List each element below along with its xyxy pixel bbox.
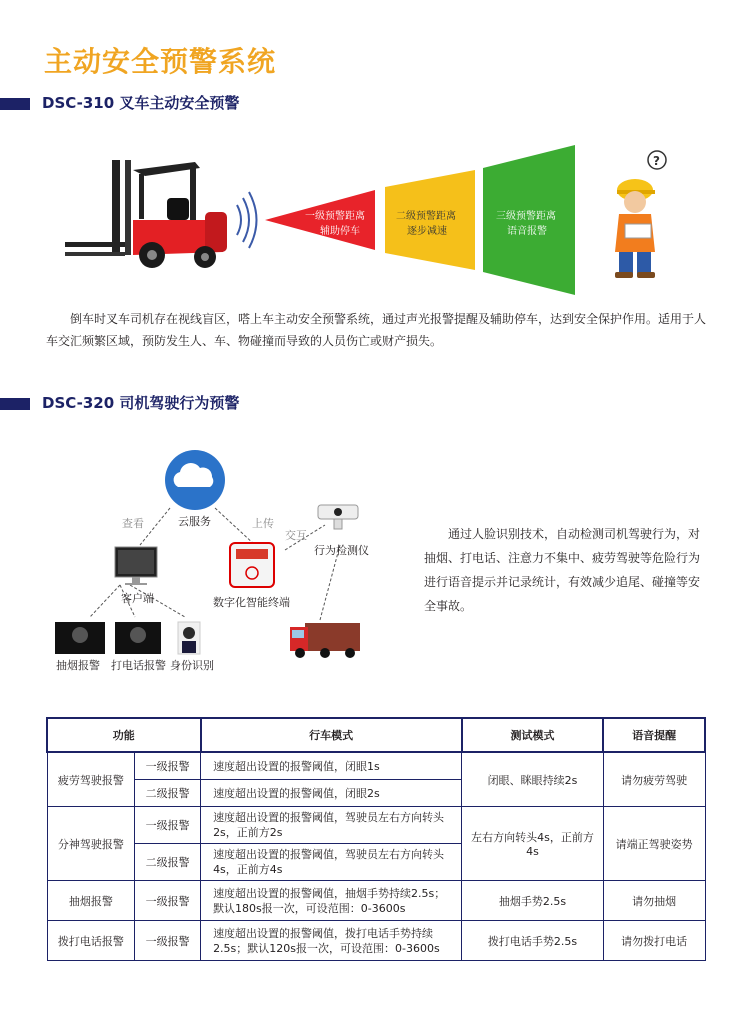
distract-test: 左右方向转头4s，正前方4s [462, 807, 604, 881]
client-label: 客户端 [121, 592, 154, 605]
cloud-service-label: 云服务 [178, 515, 211, 528]
header-test-mode: 测试模式 [462, 718, 604, 752]
fatigue-level1-mode: 速度超出设置的报警阈值，闭眼1s [201, 752, 462, 780]
zone2-action: 逐步减速 [407, 226, 447, 237]
distract-level2: 二级报警 [135, 844, 201, 881]
distract-voice: 请端正驾驶姿势 [603, 807, 705, 881]
zone2-label: 二级预警距离 [396, 211, 456, 222]
terminal-icon [230, 543, 274, 587]
smoke-name: 抽烟报警 [47, 881, 135, 921]
alarm-spec-table [46, 717, 706, 961]
forklift-icon [65, 160, 227, 268]
section2-description: 通过人脸识别技术，自动检测司机驾驶行为，对抽烟、打电话、注意力不集中、疲劳驾驶等危险行为进行语音提示并记录统计，有效减少追尾、碰撞等安全事故。 [424, 527, 701, 613]
section2-title: DSC-320 司机驾驶行为预警 [42, 394, 240, 412]
identity-label: 身份识别 [170, 659, 214, 672]
worker-icon [615, 151, 666, 278]
fatigue-level2-mode: 速度超出设置的报警阈值，闭眼2s [201, 780, 462, 807]
fatigue-name: 疲劳驾驶报警 [47, 752, 135, 807]
distract-level1: 一级报警 [135, 807, 201, 844]
header-voice: 语音提醒 [603, 718, 705, 752]
fatigue-level1: 一级报警 [135, 752, 201, 780]
smoke-level1-mode: 速度超出设置的报警阈值，抽烟手势持续2.5s；默认180s报一次，可设范围：0-3600s [201, 881, 462, 921]
view-label: 查看 [122, 517, 144, 530]
section1-title: DSC-310 叉车主动安全预警 [42, 94, 240, 112]
zone3-action: 语音报警 [507, 226, 547, 237]
upload-label: 上传 [252, 517, 274, 530]
zone1-label: 一级预警距离 [305, 211, 365, 222]
call-level1-mode: 速度超出设置的报警阈值，拨打电话手势持续2.5s；默认120s报一次，可设范围：0-3600s [201, 921, 462, 961]
smoke-level1: 一级报警 [135, 881, 201, 921]
call-test: 拨打电话手势2.5s [462, 921, 604, 961]
call-level1: 一级报警 [135, 921, 201, 961]
fatigue-voice: 请勿疲劳驾驶 [603, 752, 705, 807]
phone-label: 打电话报警 [111, 659, 166, 672]
distract-level2-mode: 速度超出设置的报警阈值，驾驶员左右方向转头4s，正前方4s [201, 844, 462, 881]
forklift-warning-illustration [55, 140, 695, 300]
section1-description: 倒车时叉车司机存在视线盲区，嗒上车主动安全预警系统，通过声光报警提醒及辅助停车，达到安全保护作用。适用于人车交汇频繁区域，预防发生人、车、物碰撞而导致的人员伤亡或财产损失。 [46, 312, 707, 348]
truck-icon [290, 623, 360, 658]
distract-name: 分神驾驶报警 [47, 807, 135, 881]
zone1-action: 辅助停车 [320, 226, 360, 237]
fatigue-test: 闭眼、眯眼持续2s [462, 752, 604, 807]
section-marker [0, 398, 30, 410]
zone3-label: 三级预警距离 [496, 211, 556, 222]
page-title: 主动安全预警系统 [44, 45, 277, 78]
svg-text:?: ? [653, 154, 660, 168]
smoking-label: 抽烟报警 [56, 659, 100, 672]
signal-waves-icon [237, 192, 257, 248]
header-function: 功能 [47, 718, 201, 752]
smoke-voice: 请勿抽烟 [603, 881, 705, 921]
distract-level1-mode: 速度超出设置的报警阈值，驾驶员左右方向转头2s，正前方2s [201, 807, 462, 844]
monitor-icon [115, 547, 157, 585]
behavior-monitoring-diagram [50, 445, 390, 675]
interact-label: 交互 [285, 529, 307, 542]
terminal-label: 数字化智能终端 [213, 596, 290, 609]
header-drive-mode: 行车模式 [201, 718, 462, 752]
fatigue-level2: 二级报警 [135, 780, 201, 807]
section-marker [0, 98, 30, 110]
call-name: 拨打电话报警 [47, 921, 135, 961]
detector-label: 行为检测仪 [314, 544, 369, 557]
call-voice: 请勿拨打电话 [603, 921, 705, 961]
smoke-test: 抽烟手势2.5s [462, 881, 604, 921]
